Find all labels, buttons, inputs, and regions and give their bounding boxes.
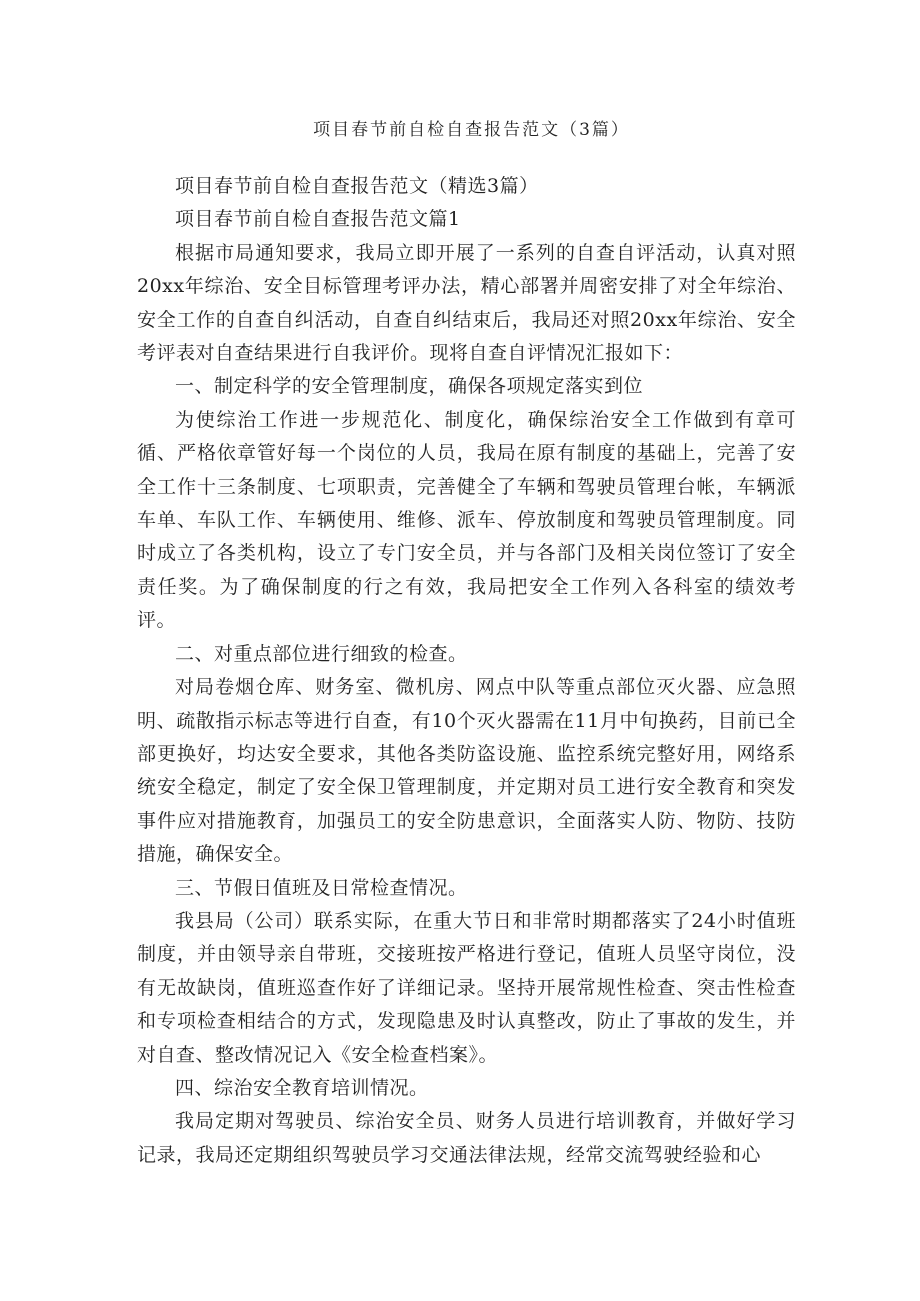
body-paragraph-1: 为使综治工作进一步规范化、制度化，确保综治安全工作做到有章可循、严格依章管好每一个岗位的人员，我局在原有制度的基础上，完善了安全工作十三条制度、七项职责，完善健全了车辆和驾驶员管理台帐，车辆派车单、车队工作、车辆使用、维修、派车、停放制度和驾驶员管理制度。同时成立了各类机构，设立了专门安全员，并与各部门及相关岗位签订了安全责任奖。为了确保制度的行之有效，我局把安全工作列入各科室的绩效考评。 (137, 408, 796, 632)
heading-1: 一、制定科学的安全管理制度，确保各项规定落实到位 (175, 375, 644, 398)
heading-3: 三、节假日值班及日常检查情况。 (175, 876, 468, 899)
document-title: 项目春节前自检自查报告范文（3篇） (313, 120, 630, 140)
heading-2: 二、对重点部位进行细致的检查。 (175, 642, 468, 665)
section-title-paragraph: 项目春节前自检自查报告范文篇1 (175, 208, 461, 231)
subtitle-paragraph: 项目春节前自检自查报告范文（精选3篇） (175, 175, 539, 197)
body-paragraph-4: 我局定期对驾驶员、综治安全员、财务人员进行培训教育，并做好学习记录，我局还定期组织驾驶员学习交通法律法规，经常交流驾驶经验和心 (137, 1110, 796, 1166)
intro-paragraph: 根据市局通知要求，我局立即开展了一系列的自查自评活动，认真对照20xx年综治、安全目标管理考评办法，精心部署并周密安排了对全年综治、安全工作的自查自纠活动，自查自纠结束后，我局还对照20xx年综治、安全考评表对自查结果进行自我评价。现将自查自评情况汇报如下： (137, 241, 796, 365)
body-paragraph-3: 我县局（公司）联系实际，在重大节日和非常时期都落实了24小时值班制度，并由领导亲自带班，交接班按严格进行登记，值班人员坚守岗位，没有无故缺岗，值班巡查作好了详细记录。坚持开展常规性检查、突击性检查和专项检查相结合的方式，发现隐患及时认真整改，防止了事故的发生，并对自查、整改情况记入《安全检查档案》。 (137, 909, 796, 1066)
body-paragraph-2: 对局卷烟仓库、财务室、微机房、网点中队等重点部位灭火器、应急照明、疏散指示标志等进行自查，有10个灭火器需在11月中旬换药，目前已全部更换好，均达安全要求，其他各类防盗设施、监控系统完整好用，网络系统安全稳定，制定了安全保卫管理制度，并定期对员工进行安全教育和突发事件应对措施教育，加强员工的安全防患意识，全面落实人防、物防、技防措施，确保安全。 (137, 676, 796, 866)
heading-4: 四、综治安全教育培训情况。 (175, 1076, 429, 1099)
